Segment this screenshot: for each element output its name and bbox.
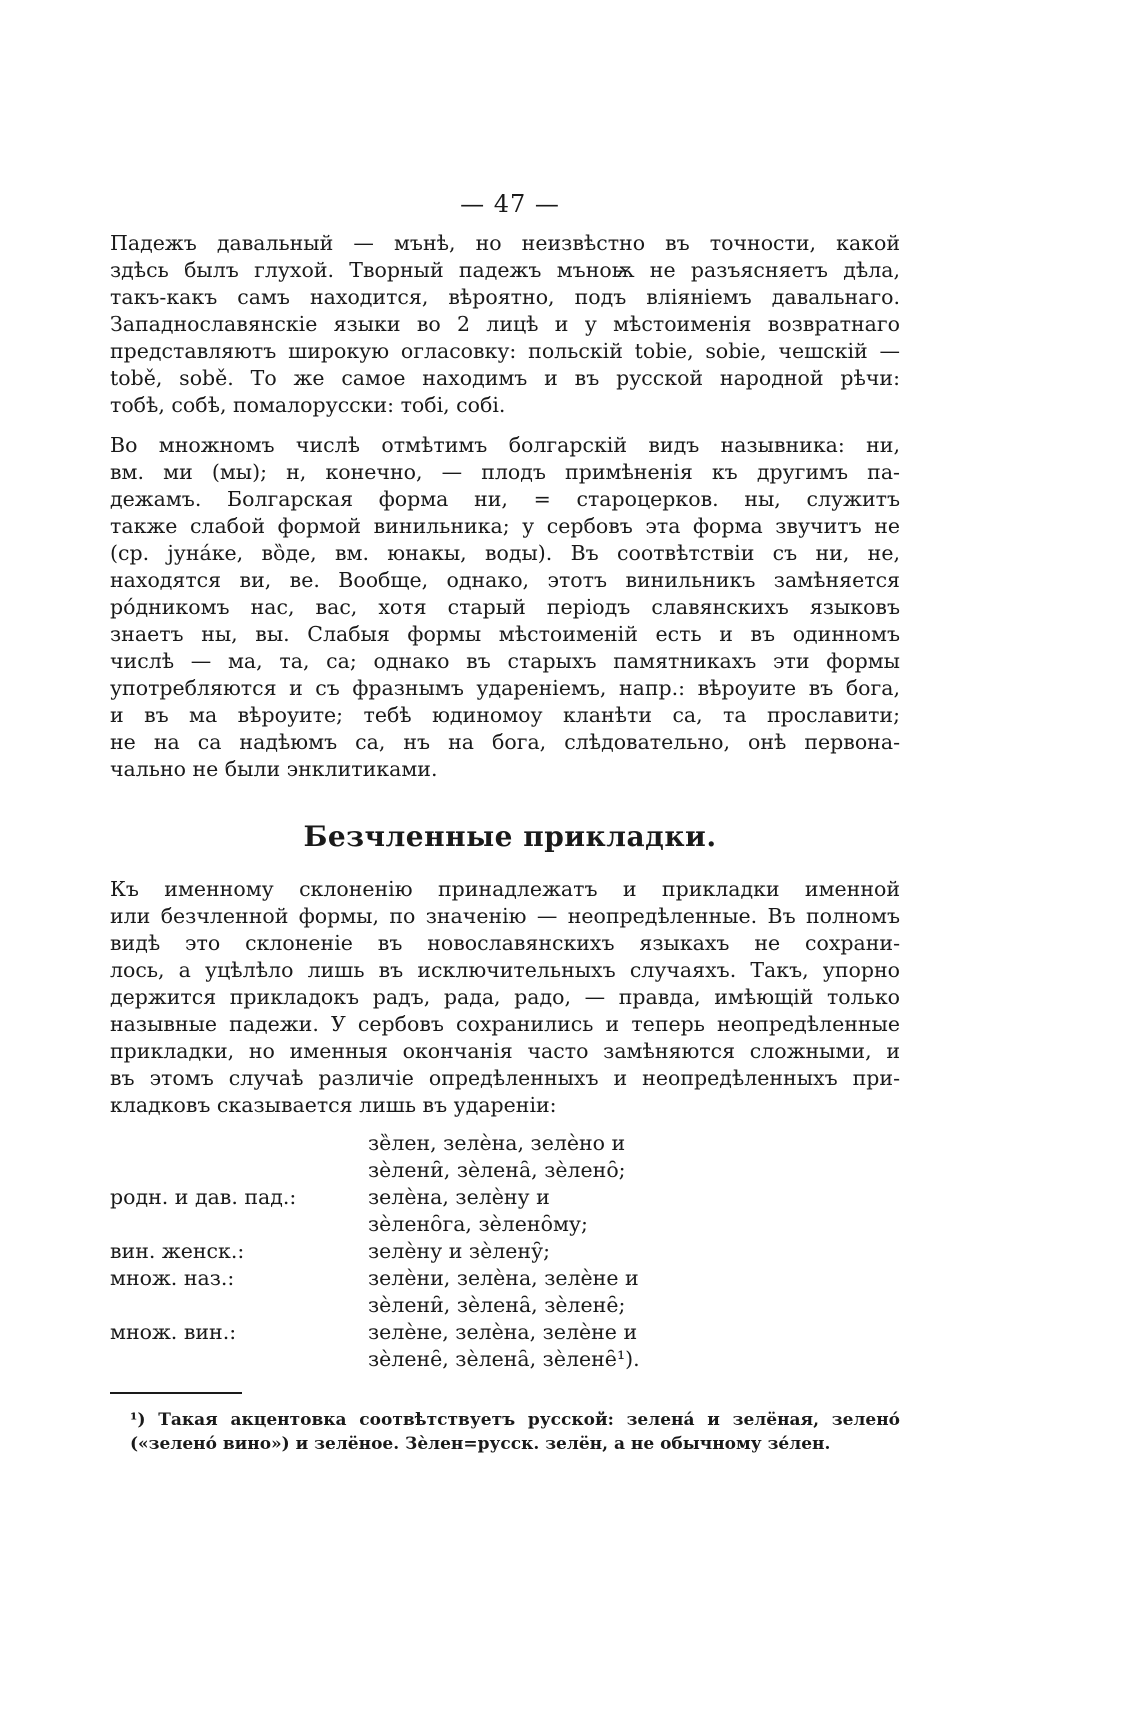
text-line: прикладки, но именныя окончанія часто замѣняются сложными, и [110, 1039, 900, 1063]
text-line: назывные падежи. У сербовъ сохранились и теперь неопредѣленные [110, 1012, 900, 1036]
footnote-line: («зелено́ вино») и зелёное. Зѐлен=русск. зелён, а не обычному зе́лен. [130, 1434, 831, 1454]
text-line: Западнославянскіе языки во 2 лицѣ и у мѣстоименія возвратнаго [110, 312, 900, 336]
text-line: Падежъ давальный — мънѣ, но неизвѣстно въ точности, какой [110, 231, 900, 255]
text-line: Къ именному склоненію принадлежатъ и прикладки именной [110, 877, 900, 901]
case-forms: зе̏лен, зелѐна, зелѐно и [368, 1131, 626, 1155]
text-line: въ этомъ случаѣ различіе опредѣленныхъ и неопредѣленныхъ при- [110, 1066, 900, 1090]
text-line: чально не были энклитиками. [110, 757, 438, 781]
text-line: кладковъ сказывается лишь въ удареніи: [110, 1093, 557, 1117]
paragraph-1 [110, 230, 900, 419]
text-line: (ср. јуна́ке, во̏де, вм. юнакы, воды). Въ соотвѣтствіи съ ни, не, [110, 541, 900, 565]
case-forms: зѐлени̑, зѐлена̑, зѐлено̑; [368, 1158, 626, 1182]
text-line: tobě, sobě. То же самое находимъ и въ русской народной рѣчи: [110, 366, 900, 390]
text-line: не на са надѣюмъ са, нъ на бога, слѣдовательно, онѣ первона- [110, 730, 900, 754]
case-forms: зѐлено̑га, зѐлено̑му; [368, 1212, 588, 1236]
text-line: употребляются и съ фразнымъ удареніемъ, напр.: вѣроуите въ бога, [110, 676, 900, 700]
text-line: тобѣ, собѣ, помалорусски: тобі, собі. [110, 393, 506, 417]
page-number: — 47 — [460, 190, 560, 218]
text-line: также слабой формой винильника; у сербовъ эта форма звучитъ не [110, 514, 900, 538]
declension-table [110, 1130, 910, 1373]
case-label [110, 1346, 368, 1373]
case-forms: зѐлени̑, зѐлена̑, зѐлене̑; [368, 1293, 626, 1317]
footnote-line: ¹) Такая акцентовка соотвѣтствуетъ русской: зелена́ и зелёная, зелено́ [130, 1410, 900, 1430]
text-line: Во множномъ числѣ отмѣтимъ болгарскій видъ назывника: ни, [110, 433, 900, 457]
table-row [110, 1346, 910, 1373]
case-label: вин. женск.: [110, 1239, 245, 1263]
case-forms: зѐлене̑, зѐлена̑, зѐлене̑¹). [368, 1347, 640, 1371]
table-row [110, 1319, 910, 1346]
text-line: и въ ма вѣроуите; тебѣ юдиномоу кланѣти са, та прославити; [110, 703, 900, 727]
case-forms: зелѐни, зелѐна, зелѐне и [368, 1266, 639, 1290]
case-label [110, 1130, 368, 1157]
case-label [110, 1211, 368, 1238]
text-line: находятся ви, ве. Вообще, однако, этотъ винильникъ замѣняется [110, 568, 900, 592]
text-line: или безчленной формы, по значенію — неопредѣленные. Въ полномъ [110, 904, 900, 928]
text-line: держится прикладокъ радъ, рада, радо, — правда, имѣющій только [110, 985, 900, 1009]
table-row [110, 1184, 910, 1211]
text-line: знаетъ ны, вы. Слабыя формы мѣстоименій есть и въ одинномъ [110, 622, 900, 646]
text-line: лось, а уцѣлѣло лишь въ исключительныхъ случаяхъ. Такъ, упорно [110, 958, 900, 982]
paragraph-3 [110, 876, 900, 1119]
case-label: множ. вин.: [110, 1320, 237, 1344]
section-heading: Безчленные прикладки. [303, 820, 717, 853]
paragraph-2 [110, 432, 900, 783]
footnote [130, 1408, 900, 1456]
text-line: здѣсь былъ глухой. Творный падежъ мъноѭ не разъясняетъ дѣла, [110, 258, 900, 282]
table-row [110, 1292, 910, 1319]
footnote-divider [110, 1392, 242, 1394]
case-label: множ. наз.: [110, 1266, 235, 1290]
case-forms: зелѐна, зелѐну и [368, 1185, 550, 1209]
table-row [110, 1157, 910, 1184]
case-label [110, 1292, 368, 1319]
case-label [110, 1157, 368, 1184]
case-forms: зелѐну и зѐлену̑; [368, 1239, 550, 1263]
text-line: ро́дникомъ нас, вас, хотя старый періодъ славянскихъ языковъ [110, 595, 900, 619]
table-row [110, 1211, 910, 1238]
case-forms: зелѐне, зелѐна, зелѐне и [368, 1320, 638, 1344]
table-row [110, 1130, 910, 1157]
text-line: представляютъ широкую огласовку: польскій tobie, sobie, чешскій — [110, 339, 900, 363]
text-line: числѣ — ма, та, са; однако въ старыхъ памятникахъ эти формы [110, 649, 900, 673]
text-line: вм. ми (мы); н, конечно, — плодъ примѣненія къ другимъ па- [110, 460, 900, 484]
table-row [110, 1265, 910, 1292]
case-label: родн. и дав. пад.: [110, 1185, 297, 1209]
text-line: такъ-какъ самъ находится, вѣроятно, подъ вліяніемъ давальнаго. [110, 285, 900, 309]
text-line: дежамъ. Болгарская форма ни, = староцерков. ны, служитъ [110, 487, 900, 511]
text-line: видѣ это склоненіе въ новославянскихъ языкахъ не сохрани- [110, 931, 900, 955]
table-row [110, 1238, 910, 1265]
